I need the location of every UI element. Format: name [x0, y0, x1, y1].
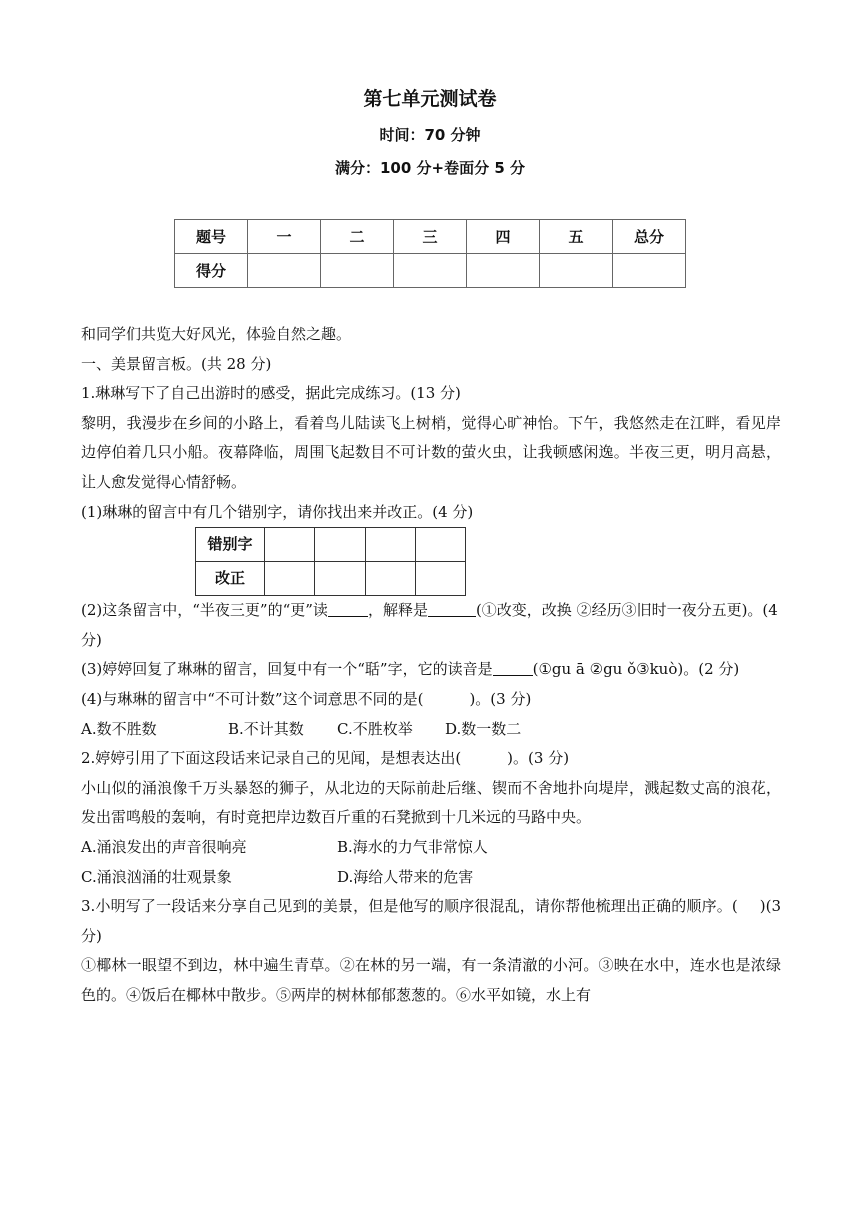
exam-full-score: 满分：100 分+卷面分 5 分 [335, 159, 525, 177]
typo-row-correct [196, 562, 466, 596]
option-b: B.海水的力气非常惊人 [337, 837, 488, 856]
answer-blank[interactable] [428, 598, 476, 617]
question-2-prompt: 2.婷婷引用了下面这段话来记录自己的见闻，是想表达出( )。(3 分) [81, 749, 570, 768]
typo-input-cell[interactable] [415, 528, 465, 562]
question-2-options-row-2 [81, 863, 781, 893]
question-1-sub-1: (1)琳琳的留言中有几个错别字，请你找出来并改正。(4 分) [81, 502, 474, 521]
section-heading: 一、美景留言板。(共 28 分) [81, 354, 272, 373]
score-cell: 四 [467, 220, 540, 254]
score-cell: 题号 [175, 220, 248, 254]
option-a: A.数不胜数 [81, 719, 157, 738]
score-input-cell[interactable] [467, 254, 540, 288]
score-input-cell[interactable] [248, 254, 321, 288]
exam-time: 时间：70 分钟 [379, 126, 481, 144]
typo-input-cell[interactable] [365, 562, 415, 596]
typo-input-cell[interactable] [365, 528, 415, 562]
option-d: D.海给人带来的危害 [337, 867, 474, 886]
exam-content [81, 320, 781, 1010]
question-2-options-row-1 [81, 833, 781, 863]
score-input-cell[interactable] [394, 254, 467, 288]
typo-table [195, 527, 466, 596]
question-1-sub-3: (3)婷婷回复了琳琳的留言，回复中有一个“聒”字，它的读音是 (①gu ā ②gu ǒ③kuò)。(2 分) [81, 655, 781, 685]
score-table [174, 219, 686, 288]
exam-title: 第七单元测试卷 [363, 88, 497, 110]
answer-blank[interactable] [328, 598, 368, 617]
score-table-header-row [175, 220, 686, 254]
answer-blank[interactable] [493, 657, 533, 676]
score-cell: 得分 [175, 254, 248, 288]
question-1-passage: 黎明，我漫步在乡间的小路上，看着鸟儿陆读飞上树梢，觉得心旷神怡。下午，我悠然走在江畔，看见岸边停伯着几只小船。夜幕降临，周围飞起数目不可计数的萤火虫，让我顿感闲逸。半夜三更，明月高悬，让人愈发觉得心情舒畅。 [81, 413, 781, 491]
question-1-prompt: 1.琳琳写下了自己出游时的感受，据此完成练习。(13 分) [81, 384, 461, 403]
typo-input-cell[interactable] [315, 562, 365, 596]
typo-input-cell[interactable] [265, 562, 315, 596]
question-3-passage: ①椰林一眼望不到边，林中遍生青草。②在林的另一端，有一条清澈的小河。③映在水中，连水也是浓绿色的。④饭后在椰林中散步。⑤两岸的树林郁郁葱葱的。⑥水平如镜，水上有 [81, 956, 781, 1004]
question-1-options [81, 715, 781, 745]
option-b: B.不计其数 [228, 719, 304, 738]
question-1-sub-4: (4)与琳琳的留言中“不可计数”这个词意思不同的是( )。(3 分) [81, 689, 532, 708]
score-table-score-row [175, 254, 686, 288]
typo-label: 改正 [196, 562, 265, 596]
option-c: C.涌浪汹涌的壮观景象 [81, 867, 232, 886]
option-d: D.数一数二 [445, 719, 522, 738]
score-input-cell[interactable] [613, 254, 686, 288]
typo-input-cell[interactable] [315, 528, 365, 562]
score-cell: 三 [394, 220, 467, 254]
question-1-sub-2: (2)这条留言中，“半夜三更”的“更”读 ，解释是 (①改变，改换 ②经历③旧时一夜分五更)。(4 分) [81, 596, 781, 655]
score-cell: 一 [248, 220, 321, 254]
typo-input-cell[interactable] [265, 528, 315, 562]
typo-label: 错别字 [196, 528, 265, 562]
score-cell: 总分 [613, 220, 686, 254]
score-cell: 五 [540, 220, 613, 254]
score-cell: 二 [321, 220, 394, 254]
score-input-cell[interactable] [540, 254, 613, 288]
score-input-cell[interactable] [321, 254, 394, 288]
intro-text: 和同学们共览大好风光，体验自然之趣。 [81, 325, 352, 343]
question-2-passage: 小山似的涌浪像千万头暴怒的狮子，从北边的天际前赴后继、锲而不舍地扑向堤岸，溅起数丈高的浪花，发出雷鸣般的轰响，有时竟把岸边数百斤重的石凳掀到十几米远的马路中央。 [81, 778, 781, 827]
typo-input-cell[interactable] [415, 562, 465, 596]
option-c: C.不胜枚举 [337, 719, 413, 738]
option-a: A.涌浪发出的声音很响亮 [81, 837, 247, 856]
typo-row-wrong [196, 528, 466, 562]
question-3-prompt: 3.小明写了一段话来分享自己见到的美景，但是他写的顺序很混乱，请你帮他梳理出正确的顺序。( )(3 分) [81, 897, 781, 945]
